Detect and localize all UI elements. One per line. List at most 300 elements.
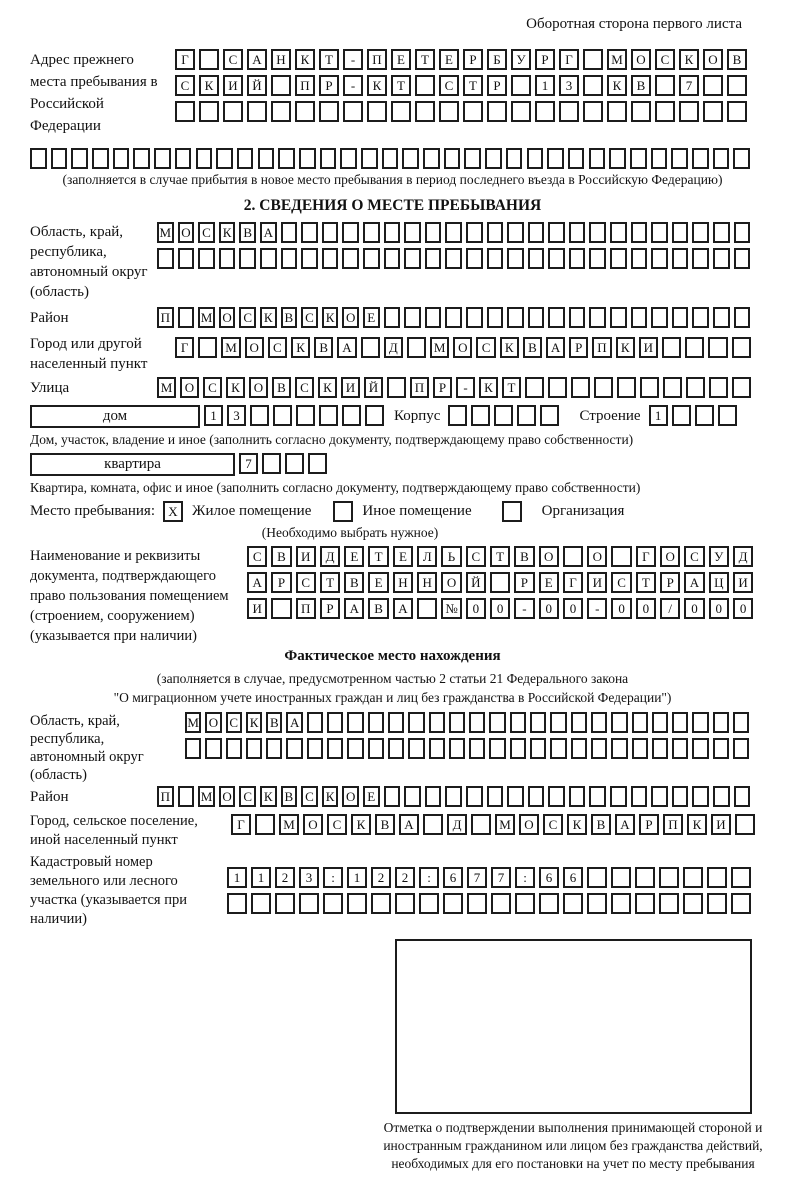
char-cell[interactable]: Е — [344, 546, 364, 567]
char-cell[interactable]: Р — [487, 75, 507, 96]
char-cell[interactable] — [734, 222, 751, 243]
char-cell[interactable] — [275, 893, 295, 914]
char-cell[interactable]: Т — [502, 377, 521, 398]
char-cell[interactable]: В — [281, 786, 298, 807]
char-cell[interactable]: 0 — [611, 598, 631, 619]
char-cell[interactable]: 1 — [649, 405, 668, 426]
char-cell[interactable]: 0 — [684, 598, 704, 619]
char-cell[interactable] — [731, 867, 751, 888]
char-cell[interactable]: М — [495, 814, 515, 835]
char-cell[interactable]: В — [727, 49, 747, 70]
char-cell[interactable]: С — [611, 572, 631, 593]
char-cell[interactable]: Т — [463, 75, 483, 96]
char-cell[interactable] — [286, 738, 302, 759]
char-cell[interactable]: О — [631, 49, 651, 70]
char-cell[interactable] — [686, 377, 705, 398]
char-cell[interactable] — [610, 307, 627, 328]
char-cell[interactable] — [490, 572, 510, 593]
char-cell[interactable]: - — [514, 598, 534, 619]
char-cell[interactable] — [672, 712, 688, 733]
char-cell[interactable]: С — [175, 75, 195, 96]
char-cell[interactable] — [425, 248, 442, 269]
char-cell[interactable] — [445, 307, 462, 328]
char-cell[interactable] — [449, 712, 465, 733]
char-cell[interactable] — [340, 148, 357, 169]
char-cell[interactable] — [589, 307, 606, 328]
char-cell[interactable] — [250, 405, 269, 426]
char-cell[interactable]: С — [301, 786, 318, 807]
char-cell[interactable] — [569, 307, 586, 328]
char-cell[interactable]: М — [157, 377, 176, 398]
char-cell[interactable] — [448, 405, 467, 426]
char-cell[interactable]: У — [709, 546, 729, 567]
char-cell[interactable]: П — [367, 49, 387, 70]
char-cell[interactable] — [692, 148, 709, 169]
char-cell[interactable] — [487, 786, 504, 807]
char-cell[interactable] — [630, 148, 647, 169]
char-cell[interactable]: Н — [417, 572, 437, 593]
char-cell[interactable] — [569, 786, 586, 807]
char-cell[interactable] — [343, 101, 363, 122]
char-cell[interactable]: Г — [563, 572, 583, 593]
char-cell[interactable]: 0 — [490, 598, 510, 619]
char-cell[interactable] — [307, 738, 323, 759]
char-cell[interactable]: И — [711, 814, 731, 835]
char-cell[interactable] — [271, 75, 291, 96]
char-cell[interactable] — [307, 712, 323, 733]
char-cell[interactable]: К — [219, 222, 236, 243]
char-cell[interactable]: Г — [175, 49, 195, 70]
char-cell[interactable] — [30, 148, 47, 169]
char-cell[interactable]: К — [246, 712, 262, 733]
char-cell[interactable] — [631, 786, 648, 807]
char-cell[interactable] — [301, 248, 318, 269]
char-cell[interactable] — [185, 738, 201, 759]
char-cell[interactable]: К — [260, 307, 277, 328]
char-cell[interactable]: / — [660, 598, 680, 619]
char-cell[interactable] — [594, 377, 613, 398]
char-cell[interactable] — [485, 148, 502, 169]
char-cell[interactable]: 1 — [204, 405, 223, 426]
char-cell[interactable]: 3 — [559, 75, 579, 96]
char-cell[interactable] — [591, 738, 607, 759]
char-cell[interactable] — [198, 337, 217, 358]
char-cell[interactable]: О — [587, 546, 607, 567]
char-cell[interactable]: Р — [433, 377, 452, 398]
char-cell[interactable] — [443, 893, 463, 914]
char-cell[interactable]: 3 — [227, 405, 246, 426]
char-cell[interactable] — [683, 893, 703, 914]
char-cell[interactable]: Е — [363, 307, 380, 328]
char-cell[interactable]: И — [223, 75, 243, 96]
char-cell[interactable] — [631, 307, 648, 328]
char-cell[interactable] — [281, 248, 298, 269]
char-cell[interactable]: 1 — [535, 75, 555, 96]
char-cell[interactable] — [535, 101, 555, 122]
char-cell[interactable]: В — [281, 307, 298, 328]
char-cell[interactable] — [415, 101, 435, 122]
char-cell[interactable] — [611, 546, 631, 567]
char-cell[interactable]: А — [247, 49, 267, 70]
char-cell[interactable]: 7 — [467, 867, 487, 888]
char-cell[interactable] — [157, 248, 174, 269]
char-cell[interactable] — [260, 248, 277, 269]
char-cell[interactable] — [216, 148, 233, 169]
char-cell[interactable]: Т — [636, 572, 656, 593]
char-cell[interactable] — [198, 248, 215, 269]
char-cell[interactable] — [237, 148, 254, 169]
char-cell[interactable] — [583, 49, 603, 70]
char-cell[interactable] — [469, 738, 485, 759]
char-cell[interactable] — [71, 148, 88, 169]
char-cell[interactable]: И — [639, 337, 658, 358]
char-cell[interactable]: О — [539, 546, 559, 567]
char-cell[interactable] — [651, 786, 668, 807]
char-cell[interactable] — [569, 222, 586, 243]
char-cell[interactable] — [517, 405, 536, 426]
char-cell[interactable] — [51, 148, 68, 169]
char-cell[interactable] — [548, 786, 565, 807]
char-cell[interactable] — [735, 814, 755, 835]
char-cell[interactable]: 2 — [371, 867, 391, 888]
char-cell[interactable] — [727, 75, 747, 96]
char-cell[interactable] — [632, 738, 648, 759]
char-cell[interactable] — [506, 148, 523, 169]
char-cell[interactable]: 0 — [636, 598, 656, 619]
char-cell[interactable]: С — [301, 307, 318, 328]
char-cell[interactable]: В — [591, 814, 611, 835]
char-cell[interactable]: Н — [271, 49, 291, 70]
char-cell[interactable]: К — [295, 49, 315, 70]
char-cell[interactable]: 6 — [443, 867, 463, 888]
char-cell[interactable]: О — [703, 49, 723, 70]
char-cell[interactable]: О — [180, 377, 199, 398]
char-cell[interactable] — [363, 222, 380, 243]
char-cell[interactable] — [651, 307, 668, 328]
char-cell[interactable] — [196, 148, 213, 169]
char-cell[interactable]: 7 — [491, 867, 511, 888]
char-cell[interactable]: С — [466, 546, 486, 567]
char-cell[interactable]: С — [476, 337, 495, 358]
char-cell[interactable]: С — [295, 377, 314, 398]
char-cell[interactable] — [511, 101, 531, 122]
char-cell[interactable] — [299, 893, 319, 914]
char-cell[interactable] — [559, 101, 579, 122]
char-cell[interactable] — [387, 377, 406, 398]
char-cell[interactable]: В — [239, 222, 256, 243]
char-cell[interactable] — [423, 814, 443, 835]
char-cell[interactable] — [732, 337, 751, 358]
char-cell[interactable]: 1 — [227, 867, 247, 888]
char-cell[interactable]: Т — [319, 49, 339, 70]
char-cell[interactable] — [271, 598, 291, 619]
char-cell[interactable] — [247, 101, 267, 122]
char-cell[interactable] — [692, 712, 708, 733]
char-cell[interactable] — [255, 814, 275, 835]
char-cell[interactable]: Л — [417, 546, 437, 567]
char-cell[interactable] — [368, 738, 384, 759]
char-cell[interactable]: П — [663, 814, 683, 835]
char-cell[interactable]: С — [684, 546, 704, 567]
char-cell[interactable]: Г — [231, 814, 251, 835]
char-cell[interactable]: Д — [447, 814, 467, 835]
char-cell[interactable]: С — [223, 49, 243, 70]
char-cell[interactable] — [732, 377, 751, 398]
char-cell[interactable]: П — [592, 337, 611, 358]
char-cell[interactable] — [404, 307, 421, 328]
char-cell[interactable] — [679, 101, 699, 122]
char-cell[interactable] — [395, 893, 415, 914]
char-cell[interactable]: В — [272, 377, 291, 398]
char-cell[interactable] — [322, 222, 339, 243]
char-cell[interactable] — [361, 148, 378, 169]
char-cell[interactable]: О — [519, 814, 539, 835]
char-cell[interactable] — [384, 222, 401, 243]
char-cell[interactable] — [404, 248, 421, 269]
char-cell[interactable] — [528, 222, 545, 243]
char-cell[interactable] — [494, 405, 513, 426]
char-cell[interactable]: К — [367, 75, 387, 96]
char-cell[interactable] — [692, 738, 708, 759]
char-cell[interactable] — [611, 867, 631, 888]
char-cell[interactable] — [363, 248, 380, 269]
char-cell[interactable]: Е — [391, 49, 411, 70]
char-cell[interactable] — [384, 307, 401, 328]
char-cell[interactable] — [246, 738, 262, 759]
char-cell[interactable]: Й — [466, 572, 486, 593]
char-cell[interactable] — [323, 893, 343, 914]
char-cell[interactable] — [92, 148, 109, 169]
char-cell[interactable] — [610, 786, 627, 807]
char-cell[interactable] — [611, 712, 627, 733]
char-cell[interactable] — [672, 786, 689, 807]
char-cell[interactable] — [299, 148, 316, 169]
char-cell[interactable] — [227, 893, 247, 914]
char-cell[interactable]: Д — [384, 337, 403, 358]
char-cell[interactable]: Т — [391, 75, 411, 96]
char-cell[interactable] — [692, 307, 709, 328]
char-cell[interactable]: Р — [514, 572, 534, 593]
char-cell[interactable]: С — [655, 49, 675, 70]
char-cell[interactable] — [251, 893, 271, 914]
char-cell[interactable]: - — [587, 598, 607, 619]
char-cell[interactable] — [610, 248, 627, 269]
char-cell[interactable]: О — [441, 572, 461, 593]
char-cell[interactable] — [589, 148, 606, 169]
char-cell[interactable]: И — [587, 572, 607, 593]
char-cell[interactable] — [466, 786, 483, 807]
char-cell[interactable]: В — [266, 712, 282, 733]
char-cell[interactable]: С — [296, 572, 316, 593]
char-cell[interactable]: С — [239, 786, 256, 807]
char-cell[interactable]: В — [344, 572, 364, 593]
char-cell[interactable]: Т — [490, 546, 510, 567]
char-cell[interactable] — [563, 546, 583, 567]
char-cell[interactable] — [444, 148, 461, 169]
char-cell[interactable] — [487, 222, 504, 243]
char-cell[interactable] — [361, 337, 380, 358]
char-cell[interactable] — [548, 248, 565, 269]
char-cell[interactable]: 7 — [239, 453, 258, 474]
char-cell[interactable]: : — [323, 867, 343, 888]
char-cell[interactable] — [425, 307, 442, 328]
char-cell[interactable] — [388, 712, 404, 733]
char-cell[interactable] — [607, 101, 627, 122]
char-cell[interactable] — [463, 101, 483, 122]
char-cell[interactable] — [632, 712, 648, 733]
char-cell[interactable] — [239, 248, 256, 269]
char-cell[interactable] — [651, 248, 668, 269]
char-cell[interactable] — [583, 101, 603, 122]
char-cell[interactable] — [571, 738, 587, 759]
char-cell[interactable]: Б — [487, 49, 507, 70]
char-cell[interactable]: Д — [733, 546, 753, 567]
char-cell[interactable]: Г — [175, 337, 194, 358]
char-cell[interactable]: А — [399, 814, 419, 835]
char-cell[interactable] — [466, 307, 483, 328]
char-cell[interactable] — [713, 148, 730, 169]
char-cell[interactable]: И — [247, 598, 267, 619]
char-cell[interactable] — [587, 867, 607, 888]
char-cell[interactable] — [663, 377, 682, 398]
char-cell[interactable] — [692, 786, 709, 807]
char-cell[interactable] — [327, 712, 343, 733]
char-cell[interactable] — [631, 248, 648, 269]
char-cell[interactable] — [652, 712, 668, 733]
char-cell[interactable] — [178, 248, 195, 269]
char-cell[interactable] — [319, 101, 339, 122]
char-cell[interactable] — [659, 867, 679, 888]
char-cell[interactable] — [631, 222, 648, 243]
char-cell[interactable] — [466, 248, 483, 269]
char-cell[interactable] — [672, 248, 689, 269]
char-cell[interactable]: 0 — [733, 598, 753, 619]
char-cell[interactable]: К — [687, 814, 707, 835]
char-cell[interactable] — [365, 405, 384, 426]
char-cell[interactable]: 1 — [251, 867, 271, 888]
char-cell[interactable]: Е — [393, 546, 413, 567]
char-cell[interactable]: В — [314, 337, 333, 358]
char-cell[interactable] — [718, 405, 737, 426]
char-cell[interactable] — [471, 405, 490, 426]
char-cell[interactable] — [587, 893, 607, 914]
char-cell[interactable]: О — [660, 546, 680, 567]
char-cell[interactable] — [367, 101, 387, 122]
char-cell[interactable] — [609, 148, 626, 169]
char-cell[interactable]: А — [247, 572, 267, 593]
char-cell[interactable] — [591, 712, 607, 733]
char-cell[interactable]: О — [249, 377, 268, 398]
char-cell[interactable] — [404, 222, 421, 243]
char-cell[interactable] — [342, 248, 359, 269]
char-cell[interactable] — [301, 222, 318, 243]
char-cell[interactable]: : — [515, 867, 535, 888]
char-cell[interactable] — [707, 867, 727, 888]
char-cell[interactable] — [713, 738, 729, 759]
char-cell[interactable] — [640, 377, 659, 398]
char-cell[interactable] — [154, 148, 171, 169]
char-cell[interactable]: И — [296, 546, 316, 567]
char-cell[interactable] — [548, 377, 567, 398]
char-cell[interactable]: И — [341, 377, 360, 398]
char-cell[interactable] — [419, 893, 439, 914]
char-cell[interactable] — [178, 307, 195, 328]
char-cell[interactable]: С — [268, 337, 287, 358]
char-cell[interactable] — [589, 222, 606, 243]
char-cell[interactable] — [631, 101, 651, 122]
char-cell[interactable]: О — [205, 712, 221, 733]
char-cell[interactable] — [692, 222, 709, 243]
char-cell[interactable] — [384, 248, 401, 269]
char-cell[interactable] — [713, 248, 730, 269]
char-cell[interactable] — [733, 712, 749, 733]
char-cell[interactable] — [296, 405, 315, 426]
char-cell[interactable]: А — [684, 572, 704, 593]
stay-option-organization-checkbox[interactable] — [502, 501, 522, 522]
char-cell[interactable]: Р — [319, 75, 339, 96]
char-cell[interactable] — [672, 405, 691, 426]
char-cell[interactable] — [445, 248, 462, 269]
char-cell[interactable]: 0 — [563, 598, 583, 619]
char-cell[interactable] — [659, 893, 679, 914]
char-cell[interactable] — [734, 786, 751, 807]
char-cell[interactable] — [692, 248, 709, 269]
char-cell[interactable] — [368, 712, 384, 733]
char-cell[interactable] — [466, 222, 483, 243]
char-cell[interactable] — [550, 738, 566, 759]
char-cell[interactable] — [371, 893, 391, 914]
char-cell[interactable]: О — [178, 222, 195, 243]
char-cell[interactable] — [429, 738, 445, 759]
char-cell[interactable] — [652, 738, 668, 759]
char-cell[interactable] — [258, 148, 275, 169]
char-cell[interactable]: Р — [271, 572, 291, 593]
char-cell[interactable] — [727, 101, 747, 122]
char-cell[interactable] — [709, 377, 728, 398]
char-cell[interactable] — [528, 307, 545, 328]
char-cell[interactable] — [733, 148, 750, 169]
char-cell[interactable]: М — [157, 222, 174, 243]
char-cell[interactable]: 6 — [563, 867, 583, 888]
char-cell[interactable]: С — [327, 814, 347, 835]
char-cell[interactable]: В — [375, 814, 395, 835]
char-cell[interactable] — [319, 405, 338, 426]
char-cell[interactable] — [672, 222, 689, 243]
char-cell[interactable] — [320, 148, 337, 169]
stay-option-residential-checkbox[interactable]: X — [163, 501, 183, 522]
char-cell[interactable]: К — [318, 377, 337, 398]
char-cell[interactable]: К — [616, 337, 635, 358]
char-cell[interactable] — [285, 453, 304, 474]
char-cell[interactable] — [635, 867, 655, 888]
char-cell[interactable] — [611, 893, 631, 914]
char-cell[interactable] — [327, 738, 343, 759]
char-cell[interactable]: В — [368, 598, 388, 619]
char-cell[interactable]: О — [245, 337, 264, 358]
char-cell[interactable]: А — [260, 222, 277, 243]
char-cell[interactable]: О — [303, 814, 323, 835]
char-cell[interactable] — [734, 248, 751, 269]
char-cell[interactable]: 2 — [275, 867, 295, 888]
char-cell[interactable] — [571, 377, 590, 398]
char-cell[interactable] — [133, 148, 150, 169]
char-cell[interactable] — [199, 49, 219, 70]
char-cell[interactable] — [528, 248, 545, 269]
char-cell[interactable]: К — [351, 814, 371, 835]
char-cell[interactable]: К — [567, 814, 587, 835]
char-cell[interactable] — [281, 222, 298, 243]
char-cell[interactable] — [295, 101, 315, 122]
